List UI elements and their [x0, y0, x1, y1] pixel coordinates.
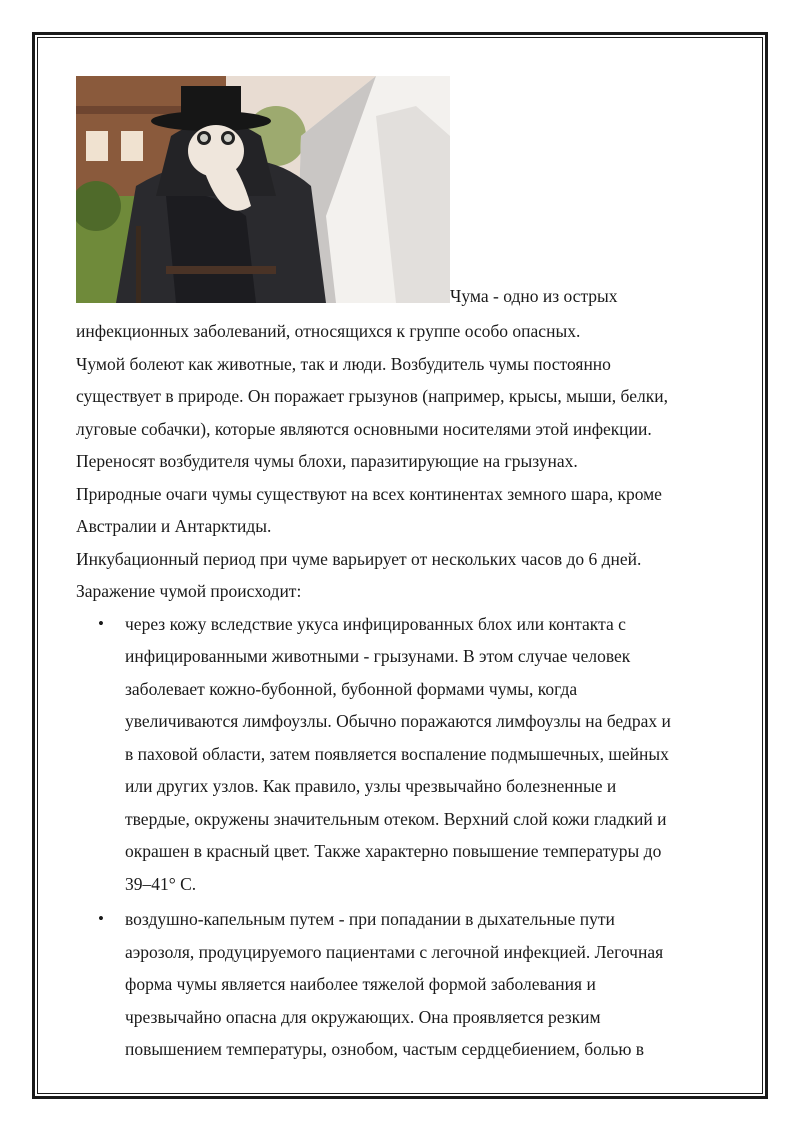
document-body: [76, 76, 724, 1069]
text-line: инфекционных заболеваний, относящихся к группе особо опасных.: [76, 321, 581, 341]
text-line: инфицированными животными - грызунами. В этом случае человек: [125, 646, 631, 666]
text-line: воздушно-капельным путем - при попадании в дыхательные пути: [125, 909, 615, 929]
paragraph-block: [76, 315, 724, 608]
text-line: через кожу вследствие укуса инфицированных блох или контакта с: [125, 613, 626, 634]
photo-row: [76, 76, 724, 306]
text-line: форма чумы является наиболее тяжелой формой заболевания и: [125, 974, 596, 994]
text-line: Инкубационный период при чуме варьирует от нескольких часов до 6 дней.: [76, 548, 642, 569]
list-item: [76, 903, 724, 1066]
text-line: окрашен в красный цвет. Также характерно повышение температуры до: [125, 841, 662, 861]
text-line: луговые собачки), которые являются основными носителями этой инфекции.: [76, 418, 652, 439]
text-line: чрезвычайно опасна для окружающих. Она проявляется резким: [125, 1006, 601, 1027]
text-line: аэрозоля, продуцируемого пациентами с легочной инфекцией. Легочная: [125, 941, 664, 962]
plague-doctor-photo: [76, 76, 450, 303]
text-line: Австралии и Антарктиды.: [76, 516, 272, 536]
text-line: или других узлов. Как правило, узлы чрезвычайно болезненные и: [125, 776, 617, 796]
bullet-marker: •: [98, 613, 104, 633]
text-line: Переносят возбудителя чумы блохи, паразитирующие на грызунах.: [76, 451, 578, 471]
text-line: Чумой болеют как животные, так и люди. Возбудитель чумы постоянно: [76, 353, 611, 374]
text-line: заболевает кожно-бубонной, бубонной формами чумы, когда: [125, 678, 578, 699]
text-line: существует в природе. Он поражает грызунов (например, крысы, мыши, белки,: [76, 386, 668, 406]
list-item: [76, 608, 724, 901]
intro-inline-text: Чума - одно из острых: [450, 285, 618, 306]
bullet-marker: •: [98, 909, 104, 928]
infection-routes-list: [76, 608, 724, 1066]
text-line: в паховой области, затем появляется воспаление подмышечных, шейных: [125, 743, 669, 764]
text-line: Природные очаги чумы существуют на всех континентах земного шара, кроме: [76, 483, 662, 504]
text-line: повышением температуры, ознобом, частым сердцебиением, болью в: [125, 1039, 645, 1059]
text-line: 39–41° С.: [125, 873, 197, 894]
text-line: Заражение чумой происходит:: [76, 581, 302, 601]
text-line: твердые, окружены значительным отеком. Верхний слой кожи гладкий и: [125, 808, 667, 829]
text-line: увеличиваются лимфоузлы. Обычно поражаются лимфоузлы на бедрах и: [125, 711, 671, 731]
intro-inline-container: [450, 76, 724, 306]
